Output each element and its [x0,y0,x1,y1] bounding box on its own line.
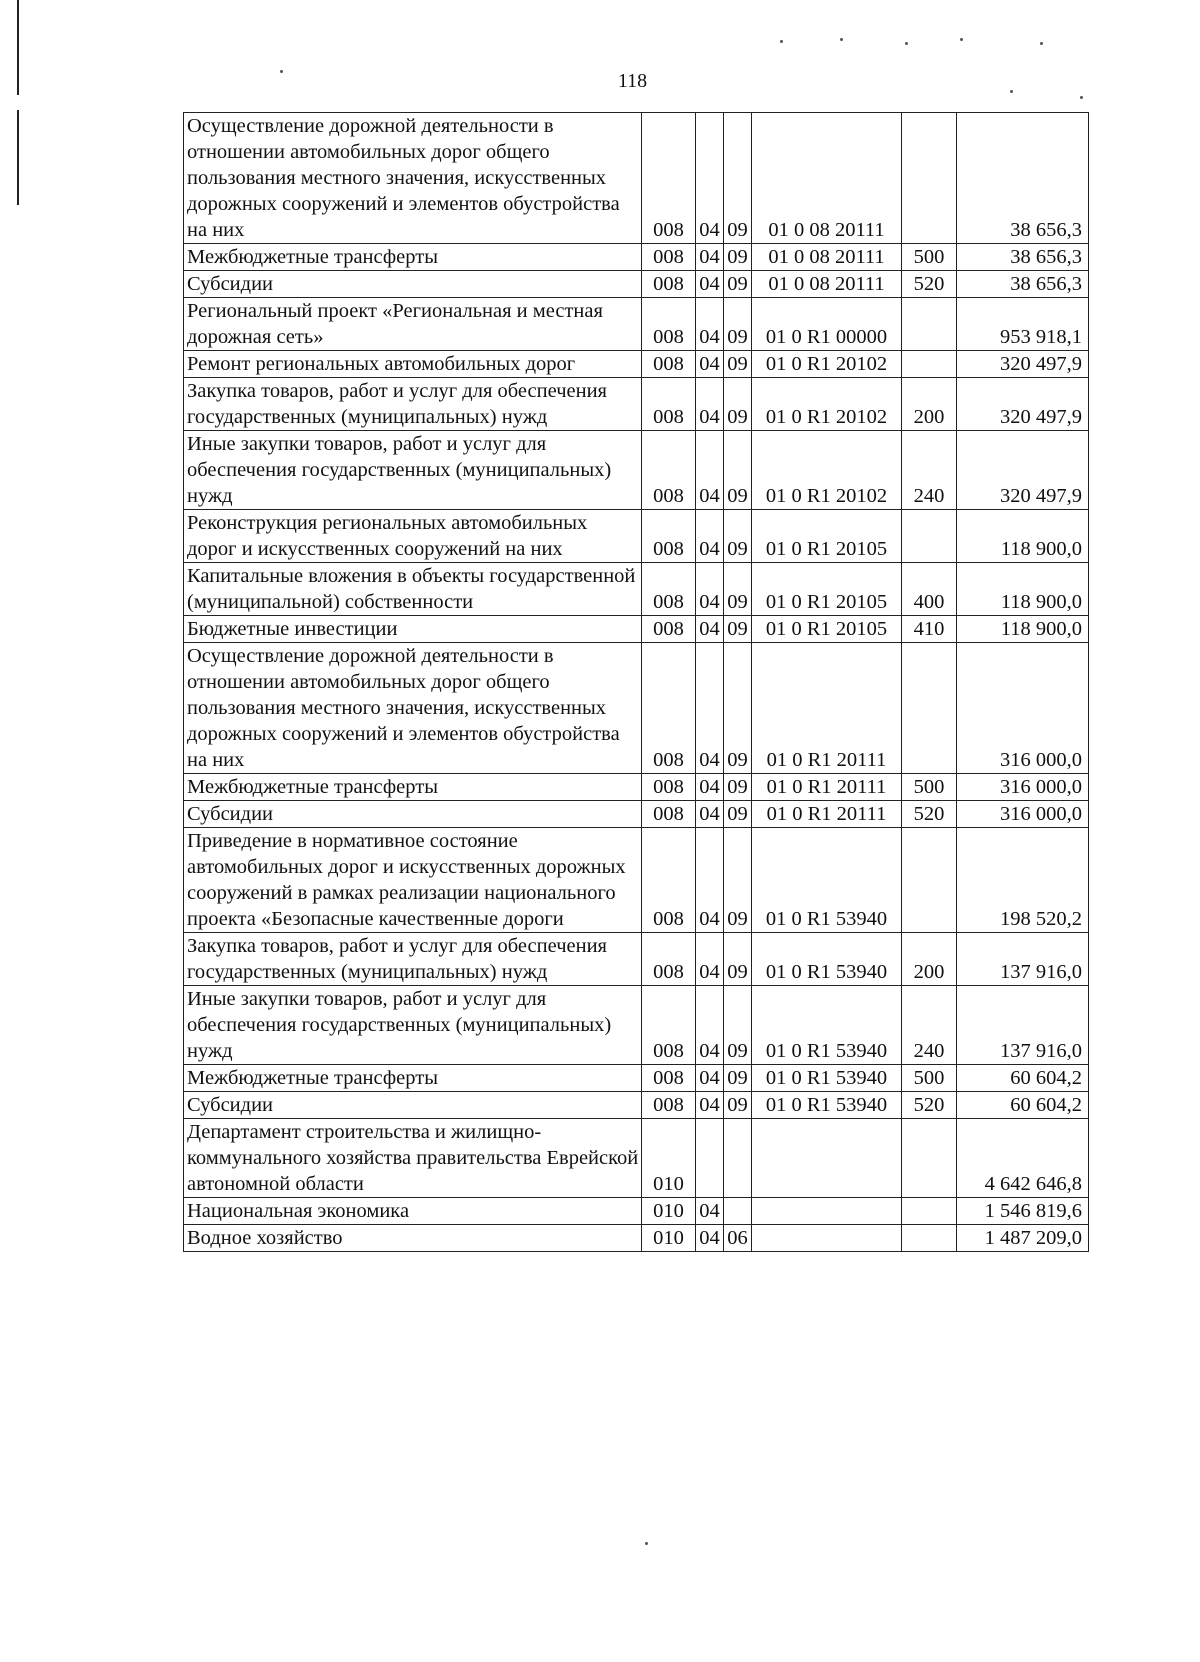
row-target-article: 01 0 R1 20102 [752,378,902,431]
row-ved: 008 [642,774,696,801]
row-section: 04 [696,774,724,801]
table-row [184,1119,1089,1198]
row-ved: 008 [642,431,696,510]
row-target-article: 01 0 R1 20102 [752,351,902,378]
table-row [184,351,1089,378]
table-row [184,1092,1089,1119]
scan-speck [280,70,283,73]
row-target-article: 01 0 R1 20102 [752,431,902,510]
row-subsection: 09 [724,351,752,378]
row-subsection: 09 [724,1065,752,1092]
row-section: 04 [696,1225,724,1252]
row-name: Межбюджетные трансферты [184,1065,642,1092]
table-row [184,244,1089,271]
row-name: Осуществление дорожной деятельности в отношении автомобильных дорог общего пользования местного значения, искусственных дорожных сооружений и элементов обустройства на них [184,113,642,244]
row-amount: 118 900,0 [957,616,1089,643]
row-ved: 008 [642,801,696,828]
row-subsection: 09 [724,801,752,828]
row-target-article: 01 0 R1 20105 [752,616,902,643]
row-expense-type: 200 [902,933,957,986]
row-section: 04 [696,1198,724,1225]
row-target-article: 01 0 R1 53940 [752,933,902,986]
row-target-article: 01 0 08 20111 [752,271,902,298]
scan-speck [1040,42,1043,45]
row-expense-type [902,1119,957,1198]
row-target-article [752,1198,902,1225]
row-name: Департамент строительства и жилищно-коммунального хозяйства правительства Еврейской автономной области [184,1119,642,1198]
row-amount: 316 000,0 [957,643,1089,774]
row-subsection: 06 [724,1225,752,1252]
row-ved: 008 [642,933,696,986]
row-subsection: 09 [724,378,752,431]
binding-edge-line [17,110,19,205]
row-ved: 010 [642,1225,696,1252]
row-subsection: 09 [724,431,752,510]
row-target-article: 01 0 08 20111 [752,244,902,271]
row-ved: 008 [642,563,696,616]
row-name: Субсидии [184,1092,642,1119]
row-amount: 38 656,3 [957,113,1089,244]
row-ved: 008 [642,643,696,774]
row-amount: 320 497,9 [957,431,1089,510]
table-row [184,801,1089,828]
row-target-article: 01 0 R1 20111 [752,801,902,828]
table-row [184,113,1089,244]
row-target-article: 01 0 R1 53940 [752,1092,902,1119]
row-name: Ремонт региональных автомобильных дорог [184,351,642,378]
row-subsection: 09 [724,828,752,933]
row-target-article: 01 0 08 20111 [752,113,902,244]
row-section: 04 [696,244,724,271]
row-section: 04 [696,801,724,828]
row-name: Бюджетные инвестиции [184,616,642,643]
page-number [0,70,1200,93]
row-amount: 320 497,9 [957,351,1089,378]
row-section: 04 [696,351,724,378]
row-amount: 118 900,0 [957,563,1089,616]
row-subsection: 09 [724,1092,752,1119]
row-section: 04 [696,563,724,616]
table-row [184,616,1089,643]
row-ved: 008 [642,828,696,933]
table-row [184,298,1089,351]
table-row [184,563,1089,616]
row-expense-type [902,298,957,351]
table-row [184,1198,1089,1225]
row-subsection: 09 [724,244,752,271]
row-subsection [724,1119,752,1198]
row-ved: 010 [642,1198,696,1225]
row-expense-type [902,1198,957,1225]
row-ved: 008 [642,351,696,378]
row-target-article: 01 0 R1 20111 [752,643,902,774]
table-row [184,378,1089,431]
table-row [184,271,1089,298]
row-expense-type [902,643,957,774]
row-section: 04 [696,271,724,298]
row-name: Межбюджетные трансферты [184,244,642,271]
table-row [184,431,1089,510]
row-amount: 320 497,9 [957,378,1089,431]
row-amount: 198 520,2 [957,828,1089,933]
row-name: Национальная экономика [184,1198,642,1225]
row-name: Иные закупки товаров, работ и услуг для обеспечения государственных (муниципальных) нужд [184,986,642,1065]
row-expense-type: 410 [902,616,957,643]
row-ved: 008 [642,271,696,298]
row-section: 04 [696,828,724,933]
row-expense-type [902,113,957,244]
scan-speck [840,38,843,41]
row-expense-type [902,510,957,563]
row-amount: 953 918,1 [957,298,1089,351]
row-amount: 316 000,0 [957,774,1089,801]
row-subsection [724,1198,752,1225]
row-name: Иные закупки товаров, работ и услуг для обеспечения государственных (муниципальных) нужд [184,431,642,510]
table-row [184,933,1089,986]
row-section: 04 [696,510,724,563]
table-row [184,1225,1089,1252]
table-row [184,643,1089,774]
table-row [184,1065,1089,1092]
row-section: 04 [696,616,724,643]
row-expense-type: 500 [902,1065,957,1092]
row-amount: 4 642 646,8 [957,1119,1089,1198]
row-amount: 1 487 209,0 [957,1225,1089,1252]
page-number-text: 118 [617,70,648,92]
scan-speck [645,1542,648,1545]
row-amount: 38 656,3 [957,244,1089,271]
row-expense-type [902,351,957,378]
row-name: Региональный проект «Региональная и местная дорожная сеть» [184,298,642,351]
row-section: 04 [696,1092,724,1119]
row-expense-type: 500 [902,774,957,801]
row-target-article [752,1225,902,1252]
row-section: 04 [696,933,724,986]
row-name: Субсидии [184,801,642,828]
row-subsection: 09 [724,986,752,1065]
scan-speck [905,42,908,45]
row-section [696,1119,724,1198]
row-expense-type [902,1225,957,1252]
row-subsection: 09 [724,298,752,351]
row-ved: 008 [642,986,696,1065]
row-amount: 38 656,3 [957,271,1089,298]
row-target-article: 01 0 R1 20111 [752,774,902,801]
row-expense-type: 200 [902,378,957,431]
row-section: 04 [696,431,724,510]
row-expense-type: 520 [902,1092,957,1119]
row-section: 04 [696,986,724,1065]
row-name: Межбюджетные трансферты [184,774,642,801]
table-row [184,986,1089,1065]
row-target-article: 01 0 R1 53940 [752,828,902,933]
row-amount: 118 900,0 [957,510,1089,563]
row-ved: 008 [642,378,696,431]
row-ved: 008 [642,244,696,271]
row-expense-type: 240 [902,986,957,1065]
row-name: Водное хозяйство [184,1225,642,1252]
row-amount: 137 916,0 [957,933,1089,986]
row-subsection: 09 [724,933,752,986]
row-subsection: 09 [724,643,752,774]
row-ved: 008 [642,1065,696,1092]
row-section: 04 [696,378,724,431]
row-expense-type: 500 [902,244,957,271]
scan-speck [1080,96,1083,99]
row-expense-type: 520 [902,271,957,298]
row-name: Реконструкция региональных автомобильных дорог и искусственных сооружений на них [184,510,642,563]
row-amount: 137 916,0 [957,986,1089,1065]
row-amount: 60 604,2 [957,1065,1089,1092]
row-ved: 008 [642,1092,696,1119]
row-name: Субсидии [184,271,642,298]
row-section: 04 [696,113,724,244]
row-target-article: 01 0 R1 53940 [752,986,902,1065]
row-name: Осуществление дорожной деятельности в отношении автомобильных дорог общего пользования местного значения, искусственных дорожных сооружений и элементов обустройства на них [184,643,642,774]
row-section: 04 [696,1065,724,1092]
row-ved: 008 [642,616,696,643]
row-subsection: 09 [724,616,752,643]
row-subsection: 09 [724,113,752,244]
row-expense-type: 240 [902,431,957,510]
row-amount: 1 546 819,6 [957,1198,1089,1225]
row-target-article: 01 0 R1 53940 [752,1065,902,1092]
row-target-article: 01 0 R1 00000 [752,298,902,351]
row-expense-type: 400 [902,563,957,616]
row-target-article: 01 0 R1 20105 [752,510,902,563]
scan-speck [960,38,963,41]
row-ved: 008 [642,298,696,351]
scan-speck [1010,90,1013,93]
row-name: Закупка товаров, работ и услуг для обеспечения государственных (муниципальных) нужд [184,933,642,986]
row-target-article: 01 0 R1 20105 [752,563,902,616]
table-row [184,510,1089,563]
row-subsection: 09 [724,774,752,801]
row-amount: 316 000,0 [957,801,1089,828]
scan-speck [780,40,783,43]
row-section: 04 [696,298,724,351]
table-row [184,774,1089,801]
row-ved: 008 [642,113,696,244]
row-expense-type [902,828,957,933]
row-name: Приведение в нормативное состояние автомобильных дорог и искусственных дорожных сооружений в рамках реализации национального проекта «Безопасные качественные дороги [184,828,642,933]
row-ved: 008 [642,510,696,563]
row-section: 04 [696,643,724,774]
budget-table [183,112,1089,1252]
row-subsection: 09 [724,271,752,298]
row-name: Капитальные вложения в объекты государственной (муниципальной) собственности [184,563,642,616]
table-row [184,828,1089,933]
row-subsection: 09 [724,563,752,616]
row-subsection: 09 [724,510,752,563]
row-name: Закупка товаров, работ и услуг для обеспечения государственных (муниципальных) нужд [184,378,642,431]
row-target-article [752,1119,902,1198]
row-ved: 010 [642,1119,696,1198]
row-amount: 60 604,2 [957,1092,1089,1119]
row-expense-type: 520 [902,801,957,828]
